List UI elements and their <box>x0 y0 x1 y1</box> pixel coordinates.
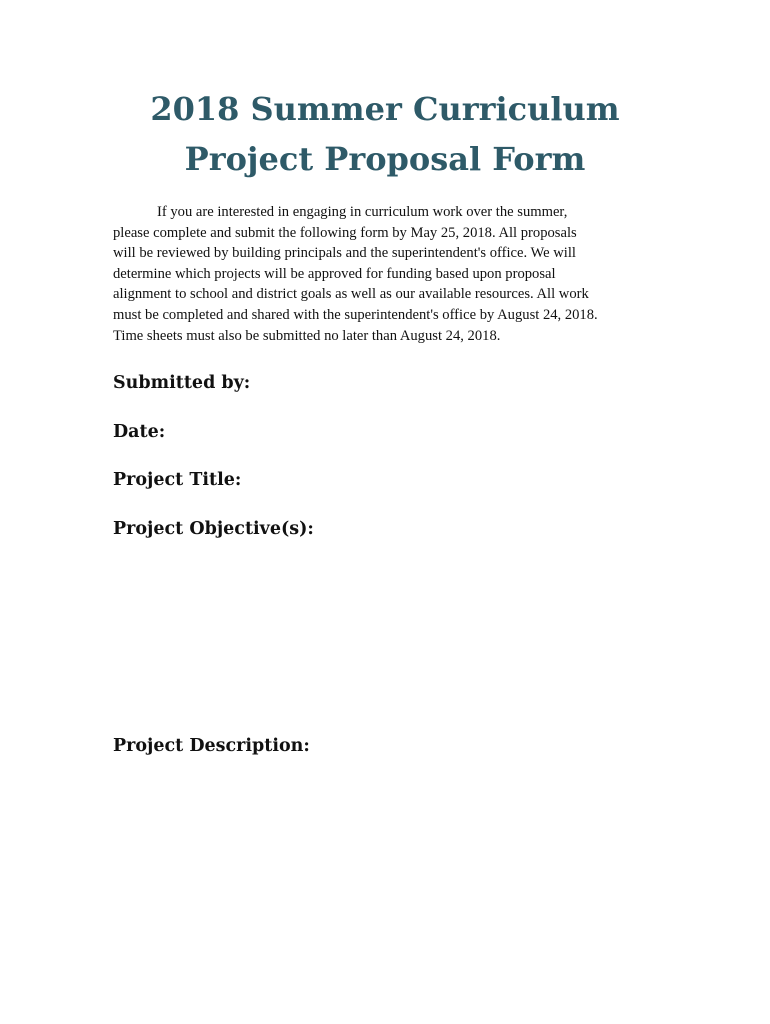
intro-line: must be completed and shared with the superintendent's office by August 24, 2018. <box>113 306 598 323</box>
page-title <box>0 84 770 184</box>
intro-line: please complete and submit the following form by May 25, 2018. All proposals <box>113 224 577 241</box>
intro-paragraph <box>113 202 671 346</box>
project-description-label: Project Description: <box>113 736 310 756</box>
project-title-label: Project Title: <box>113 470 242 490</box>
intro-line: determine which projects will be approved for funding based upon proposal <box>113 265 556 282</box>
intro-line: alignment to school and district goals as well as our available resources. All work <box>113 286 589 303</box>
intro-line: will be reviewed by building principals and the superintendent's office. We will <box>113 245 576 262</box>
intro-line: If you are interested in engaging in curriculum work over the summer, <box>157 204 568 220</box>
title-line-2: Project Proposal Form <box>184 140 586 178</box>
project-objectives-label: Project Objective(s): <box>113 519 314 539</box>
intro-line: Time sheets must also be submitted no later than August 24, 2018. <box>113 327 501 344</box>
title-line-1: 2018 Summer Curriculum <box>150 90 620 128</box>
submitted-by-label: Submitted by: <box>113 373 251 393</box>
date-label: Date: <box>113 422 166 442</box>
